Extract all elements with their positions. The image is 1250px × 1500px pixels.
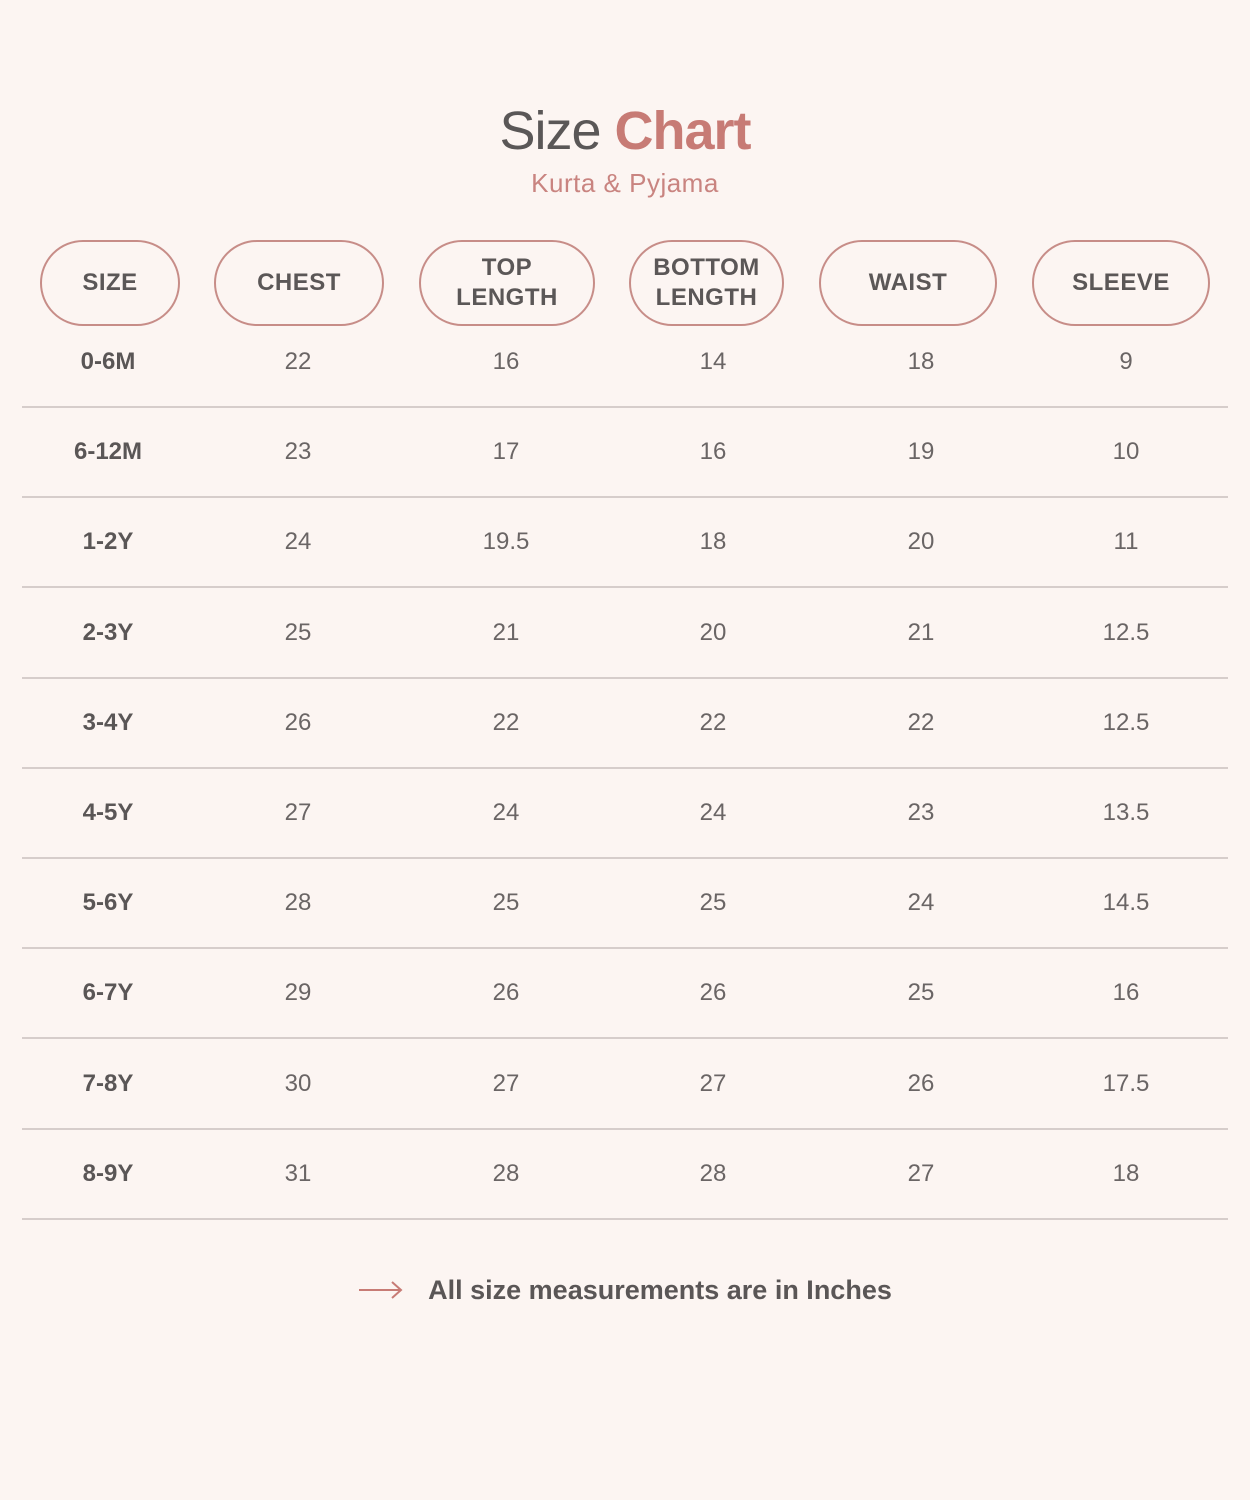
size-label-cell: 3-4Y (82, 709, 134, 736)
size-label-cell: 6-12M (73, 438, 143, 465)
measurement-cell: 21 (907, 619, 935, 646)
footer-note: All size measurements are in Inches (428, 1274, 892, 1305)
measurement-cell: 24 (492, 799, 520, 826)
measurement-cell: 27 (699, 1070, 727, 1097)
page-subtitle: Kurta & Pyjama (531, 168, 719, 198)
measurement-cell: 19 (907, 438, 935, 465)
measurement-cell: 25 (284, 619, 312, 646)
table-row (22, 859, 1228, 949)
measurement-cell: 28 (699, 1160, 727, 1187)
measurement-cell: 27 (284, 799, 312, 826)
measurement-cell: 13.5 (1102, 799, 1150, 826)
measurement-cell: 26 (492, 979, 520, 1006)
table-row (22, 408, 1228, 498)
measurement-cell: 23 (284, 438, 312, 465)
size-label-cell: 0-6M (80, 348, 136, 375)
arrow-right-icon (358, 1280, 404, 1300)
title-part-size: Size (499, 101, 601, 161)
table-row (22, 949, 1228, 1039)
measurement-cell: 22 (907, 709, 935, 736)
measurement-cell: 31 (284, 1160, 312, 1187)
size-label-cell: 2-3Y (82, 619, 134, 646)
measurement-cell: 18 (907, 348, 935, 375)
row-divider (22, 586, 1228, 588)
measurement-cell: 24 (907, 889, 935, 916)
measurement-cell: 16 (492, 348, 520, 375)
header-bottom-length: BOTTOM LENGTH (629, 240, 784, 326)
size-label-cell: 5-6Y (82, 889, 134, 916)
table-row (22, 1130, 1228, 1220)
measurement-cell: 14.5 (1102, 889, 1150, 916)
header-top-length: TOP LENGTH (419, 240, 595, 326)
header-chest: CHEST (214, 240, 384, 326)
size-label-cell: 4-5Y (82, 799, 134, 826)
table-row (22, 679, 1228, 769)
measurement-cell: 20 (907, 528, 935, 555)
measurement-cell: 11 (1113, 528, 1139, 555)
measurement-cell: 23 (907, 799, 935, 826)
size-label-cell: 6-7Y (82, 979, 134, 1006)
measurement-cell: 19.5 (482, 528, 530, 555)
measurement-cell: 22 (492, 709, 520, 736)
measurement-cell: 20 (699, 619, 727, 646)
measurement-cell: 27 (907, 1160, 935, 1187)
measurement-cell: 24 (284, 528, 312, 555)
measurement-cell: 25 (492, 889, 520, 916)
table-row (22, 769, 1228, 859)
measurement-cell: 12.5 (1102, 709, 1150, 736)
measurement-cell: 27 (492, 1070, 520, 1097)
measurement-cell: 16 (699, 438, 727, 465)
measurement-cell: 18 (1112, 1160, 1140, 1187)
measurement-cell: 25 (907, 979, 935, 1006)
measurement-cell: 30 (284, 1070, 312, 1097)
header-sleeve: SLEEVE (1032, 240, 1210, 326)
measurement-cell: 12.5 (1102, 619, 1150, 646)
measurement-cell: 21 (492, 619, 520, 646)
size-label-cell: 1-2Y (82, 528, 134, 555)
measurement-cell: 14 (699, 348, 727, 375)
size-label-cell: 8-9Y (82, 1160, 134, 1187)
measurement-cell: 16 (1112, 979, 1140, 1006)
row-divider (22, 1037, 1228, 1039)
footer-note-row (0, 1268, 1250, 1312)
header-waist: WAIST (819, 240, 997, 326)
measurement-cell: 26 (699, 979, 727, 1006)
table-row (22, 589, 1228, 679)
measurement-cell: 9 (1119, 348, 1133, 375)
measurement-cell: 29 (284, 979, 312, 1006)
measurement-cell: 10 (1112, 438, 1140, 465)
page-title (0, 100, 1250, 162)
measurement-cell: 22 (699, 709, 727, 736)
title-part-chart: Chart (614, 101, 751, 161)
table-row (22, 318, 1228, 408)
measurement-cell: 18 (699, 528, 727, 555)
measurement-cell: 26 (284, 709, 312, 736)
size-label-cell: 7-8Y (82, 1070, 134, 1097)
measurement-cell: 26 (907, 1070, 935, 1097)
measurement-cell: 28 (492, 1160, 520, 1187)
header-size: SIZE (40, 240, 180, 326)
measurement-cell: 17 (492, 438, 520, 465)
measurement-cell: 24 (699, 799, 727, 826)
row-divider (22, 1218, 1228, 1220)
table-row (22, 1040, 1228, 1130)
measurement-cell: 28 (284, 889, 312, 916)
table-row (22, 498, 1228, 588)
measurement-cell: 25 (699, 889, 727, 916)
measurement-cell: 17.5 (1102, 1070, 1150, 1097)
measurement-cell: 22 (284, 348, 312, 375)
